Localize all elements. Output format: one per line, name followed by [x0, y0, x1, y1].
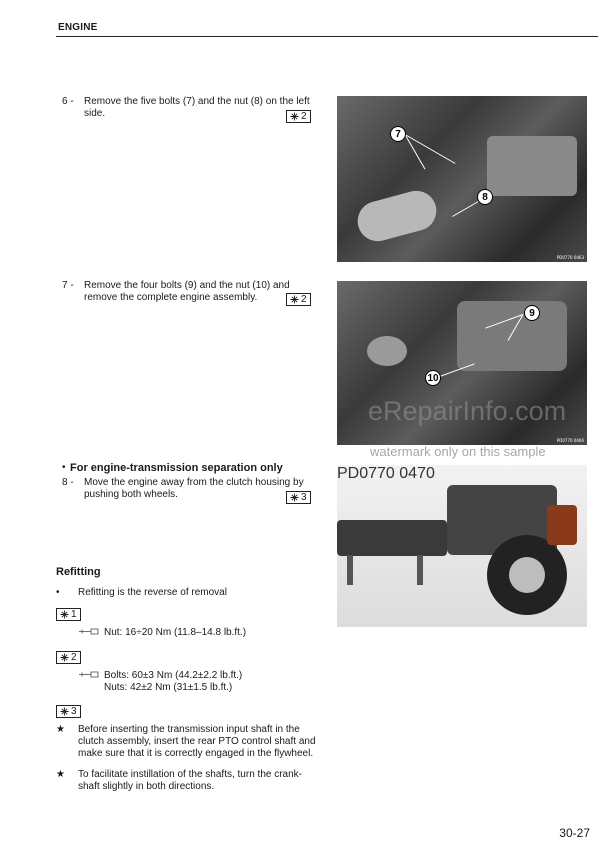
ref-number: 3 — [71, 706, 77, 717]
note-text: Before inserting the transmission input shaft in the clutch assembly, insert the rear PTO control shaft and make sure that it is correctly engaged in the flywheel. — [78, 724, 316, 759]
step-7 — [62, 280, 320, 304]
step-text: Move the engine away from the clutch housing by pushing both wheels. — [84, 477, 304, 500]
callout-8: 8 — [477, 189, 493, 205]
reference-icon — [290, 112, 299, 121]
figure-tag: PD0770 0470 — [337, 465, 435, 482]
step-8 — [62, 477, 320, 501]
figure-tractor-separated — [337, 465, 587, 627]
reference-icon — [290, 493, 299, 502]
header-rule — [56, 36, 598, 37]
callout-9: 9 — [524, 305, 540, 321]
bullet: • — [56, 587, 60, 598]
figure-tag: PD0770 0466 — [556, 438, 584, 443]
refitting-intro — [56, 587, 320, 599]
ref-number: 2 — [71, 652, 77, 663]
reference-icon — [60, 653, 69, 662]
watermark-note: watermark only on this sample — [370, 444, 546, 459]
star-icon: ★ — [56, 769, 65, 780]
watermark-brand: eRepairInfo.com — [368, 396, 567, 426]
ref-box-3 — [56, 705, 81, 718]
spec-bolts: Bolts: 60±3 Nm (44.2±2.2 lb.ft.) — [104, 670, 243, 681]
ref-number: 2 — [301, 111, 307, 122]
step-number: 6 - — [62, 96, 74, 107]
heading-text: For engine-transmission separation only — [70, 462, 283, 474]
note-2 — [56, 769, 318, 793]
callout-7: 7 — [390, 126, 406, 142]
page-number: 30-27 — [559, 826, 590, 840]
figure-tag: PD0770 0463 — [556, 255, 584, 260]
step-number: 8 - — [62, 477, 74, 488]
reference-icon — [60, 707, 69, 716]
ref-box — [286, 293, 311, 306]
bullet: • — [62, 462, 66, 473]
torque-wrench-icon — [78, 670, 100, 679]
spec-text-stack — [100, 670, 318, 694]
torque-spec-2 — [78, 670, 318, 694]
ref-box — [286, 110, 311, 123]
spec-text: Nut: 16÷20 Nm (11.8–14.8 lb.ft.) — [104, 627, 247, 638]
star-icon: ★ — [56, 724, 65, 735]
ref-number: 1 — [71, 609, 77, 620]
note-1 — [56, 724, 318, 760]
separation-heading — [62, 462, 322, 474]
ref-number: 2 — [301, 294, 307, 305]
step-6 — [62, 96, 320, 120]
section-header: ENGINE — [58, 22, 98, 33]
step-text: Remove the four bolts (9) and the nut (10) and remove the complete engine assembly. — [84, 280, 290, 303]
reference-icon — [60, 610, 69, 619]
intro-text: Refitting is the reverse of removal — [78, 587, 227, 598]
step-number: 7 - — [62, 280, 74, 291]
figure-engine-left-side — [337, 96, 587, 262]
ref-box — [286, 491, 311, 504]
note-text: To facilitate instillation of the shafts, turn the crank-shaft slightly in both directions. — [78, 769, 302, 792]
reference-icon — [290, 295, 299, 304]
ref-box-2 — [56, 651, 81, 664]
torque-spec-1 — [78, 627, 318, 639]
spec-nuts: Nuts: 42±2 Nm (31±1.5 lb.ft.) — [104, 682, 233, 693]
ref-box-1 — [56, 608, 81, 621]
callout-10: 10 — [425, 370, 441, 386]
torque-wrench-icon — [78, 627, 100, 636]
ref-number: 3 — [301, 492, 307, 503]
refitting-title: Refitting — [56, 566, 101, 578]
step-text: Remove the five bolts (7) and the nut (8) on the left side. — [84, 96, 310, 119]
